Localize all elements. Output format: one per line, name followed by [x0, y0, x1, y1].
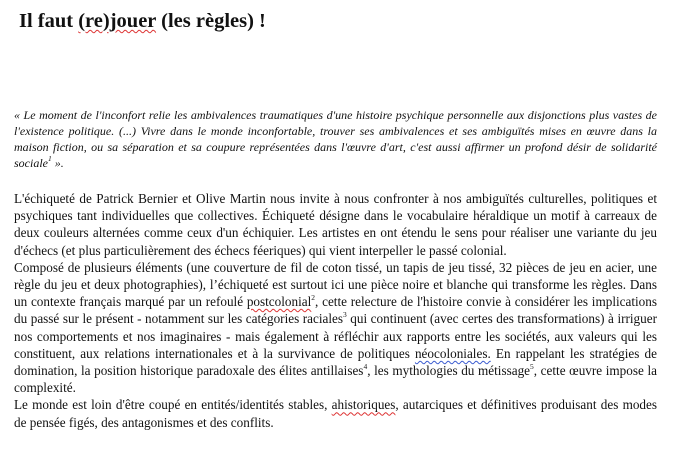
flagged-word: néocoloniales. — [414, 345, 491, 361]
footnote-ref: 5 — [530, 362, 534, 372]
paragraph-2-text: qui continuent (avec certes des transformations) à irriguer nos comportements et nos imaginaires - mais également à réfléchir aux rapports entre les sociétés, aux valeurs qui les constituent, aux relations internationales et à la survivance de politiques — [14, 311, 657, 361]
paragraph-2-text: , cette relecture de l'histoire convie à considérer les implications du passé sur le présent - notamment sur les catégories raciales — [14, 294, 658, 327]
paragraph-3-text: Le monde est loin d'être coupé en entités/identités stables, — [14, 397, 332, 413]
body-text — [14, 190, 657, 431]
paragraph-2-text: En rappelant les stratégies de domination, la position historique paradoxale des élites antillaises — [14, 345, 657, 379]
footnote-ref: 4 — [363, 362, 368, 372]
quote-text: « Le moment de l'inconfort relie les ambivalences traumatiques d'une histoire psychique personnelle aux disjonctions plus vastes de l'existence politique. (...) Vivre dans le monde inconfortable, trouver ses ambivalences et ses ambiguïtés mises en œuvre dans la maison fiction, ou sa séparation et sa coupure représentées dans l'œuvre d'art, c'est aussi affirmer un profond désir de solidarité sociale — [14, 108, 657, 170]
paragraph-3-text: , autarciques et définitives produisant des modes de pensée figés, des antagonismes et des conflits. — [14, 397, 657, 430]
footnote-ref: 3 — [343, 310, 347, 320]
paragraph-2 — [14, 259, 657, 397]
title-text-end: (les règles) ! — [156, 10, 266, 32]
title-text-start: Il faut — [19, 10, 79, 32]
flagged-word: ahistoriques — [331, 397, 396, 413]
quote-closing: ». — [51, 156, 64, 170]
footnote-ref: 2 — [311, 293, 316, 303]
paragraph-1: L'échiqueté de Patrick Bernier et Olive Martin nous invite à nous confronter à nos ambiguïtés culturelles, politiques et psychiques tant individuelles que collectives. Échiqueté désigne dans le vocabulaire héraldique un motif à carreaux de deux couleurs alternées comme ceux d'un échiquier. Les artistes en ont étendu le sens pour réaliser une variante du jeu d'échecs (et plus particulièrement des échecs féeriques) qui vient interpeller le passé colonial. — [14, 191, 657, 258]
flagged-word: postcolonial — [246, 294, 312, 310]
paragraph-2-text: , les mythologies du métissage — [367, 363, 531, 379]
footnote-ref: 1 — [48, 154, 52, 163]
epigraph-quote — [14, 107, 657, 171]
paragraph-3 — [14, 396, 657, 430]
document-title — [19, 10, 266, 33]
paragraph-2-text: Composé de plusieurs éléments (une couverture de fil de coton tissé, un tapis de jeu tissé, 32 pièces de jeu en acier, une règle du jeu et deux photographies), l’échiqueté est surtout ici une pièce noire et blanche qui transforme les règles. Dans un contexte français marqué par un refoulé — [14, 259, 657, 310]
title-text-rejouer: (re)jouer — [78, 10, 157, 32]
paragraph-2-text: , cette œuvre impose la complexité. — [14, 363, 657, 396]
